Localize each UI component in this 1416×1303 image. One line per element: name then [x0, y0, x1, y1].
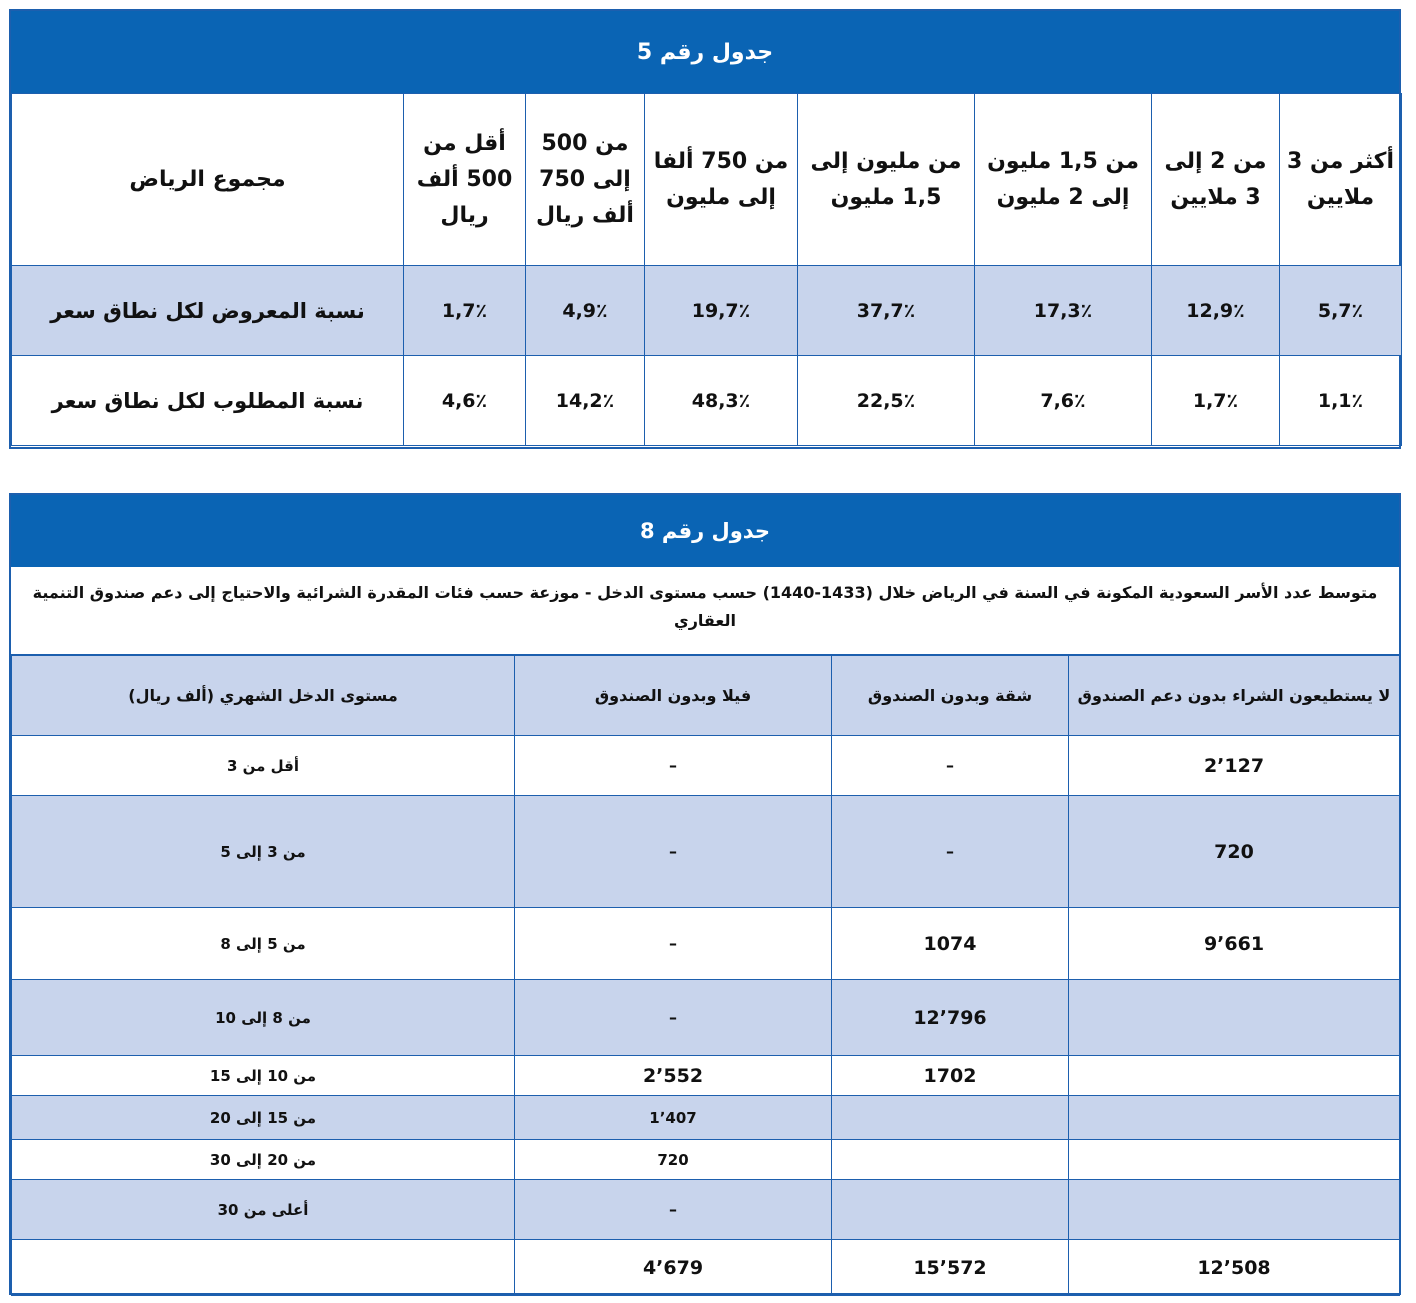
table-row: [12, 980, 1400, 1056]
table-row: [12, 1056, 1400, 1096]
table-cell: –: [832, 796, 1069, 908]
table-cell: [1069, 980, 1400, 1056]
table-8-header-row: [12, 656, 1400, 736]
table-5-title: جدول رقم 5: [11, 11, 1399, 93]
table-cell: 4,9٪: [526, 266, 645, 356]
table-cell: 1,7٪: [1152, 356, 1280, 446]
header-cell: من 500 إلى 750 ألف ريال: [526, 94, 645, 266]
table-8-grid: [11, 655, 1400, 1296]
total-cell: 12٬508: [1069, 1240, 1400, 1296]
table-cell: [1069, 1096, 1400, 1140]
table-5-header-row: [12, 94, 1402, 266]
row-label: نسبة المعروض لكل نطاق سعر: [12, 266, 404, 356]
table-cell: 5,7٪: [1280, 266, 1402, 356]
table-cell: 37,7٪: [798, 266, 975, 356]
table-cell: 2٬552: [515, 1056, 832, 1096]
header-cell: لا يستطيعون الشراء بدون دعم الصندوق: [1069, 656, 1400, 736]
row-label: من 15 إلى 20: [12, 1096, 515, 1140]
table-row: [12, 736, 1400, 796]
table-cell: [1069, 1056, 1400, 1096]
header-cell: أكثر من 3 ملايين: [1280, 94, 1402, 266]
totals-label: [12, 1240, 515, 1296]
header-cell: شقة وبدون الصندوق: [832, 656, 1069, 736]
table-cell: –: [515, 736, 832, 796]
table-cell: [1069, 1140, 1400, 1180]
table-cell: 14,2٪: [526, 356, 645, 446]
table-cell: 12,9٪: [1152, 266, 1280, 356]
header-cell: من مليون إلى 1,5 مليون: [798, 94, 975, 266]
header-cell: من 2 إلى 3 ملايين: [1152, 94, 1280, 266]
table-row: [12, 908, 1400, 980]
table-cell: 7,6٪: [975, 356, 1152, 446]
table-cell: 1,1٪: [1280, 356, 1402, 446]
table-cell: 1٬407: [515, 1096, 832, 1140]
table-cell: 1,7٪: [404, 266, 526, 356]
table-5-grid: [11, 93, 1402, 446]
table-cell: [832, 1180, 1069, 1240]
table-8-subtitle: متوسط عدد الأسر السعودية المكونة في السنة في الرياض خلال (1433-1440) حسب مستوى الدخل - موزعة حسب فئات المقدرة الشرائية والاحتياج إلى دعم صندوق التنمية العقاري: [11, 567, 1399, 655]
table-cell: 22,5٪: [798, 356, 975, 446]
header-cell: من 750 ألفا إلى مليون: [645, 94, 798, 266]
table-cell: 1702: [832, 1056, 1069, 1096]
table-cell: 17,3٪: [975, 266, 1152, 356]
row-label: من 5 إلى 8: [12, 908, 515, 980]
table-cell: [832, 1096, 1069, 1140]
row-label: من 8 إلى 10: [12, 980, 515, 1056]
table-cell: 9٬661: [1069, 908, 1400, 980]
total-cell: 15٬572: [832, 1240, 1069, 1296]
table-cell: –: [515, 796, 832, 908]
header-cell: مستوى الدخل الشهري (ألف ريال): [12, 656, 515, 736]
table-8: [9, 493, 1401, 1295]
table-cell: [1069, 1180, 1400, 1240]
table-row: [12, 356, 1402, 446]
totals-row: [12, 1240, 1400, 1296]
header-cell: مجموع الرياض: [12, 94, 404, 266]
table-row: [12, 1180, 1400, 1240]
table-cell: 720: [1069, 796, 1400, 908]
table-8-title: جدول رقم 8: [11, 495, 1399, 567]
table-cell: 48,3٪: [645, 356, 798, 446]
row-label: من 10 إلى 15: [12, 1056, 515, 1096]
total-cell: 4٬679: [515, 1240, 832, 1296]
header-cell: فيلا وبدون الصندوق: [515, 656, 832, 736]
header-cell: أقل من 500 ألف ريال: [404, 94, 526, 266]
header-cell: من 1,5 مليون إلى 2 مليون: [975, 94, 1152, 266]
table-cell: 2٬127: [1069, 736, 1400, 796]
table-cell: 19,7٪: [645, 266, 798, 356]
table-cell: 12٬796: [832, 980, 1069, 1056]
table-row: [12, 266, 1402, 356]
table-row: [12, 1096, 1400, 1140]
row-label: من 20 إلى 30: [12, 1140, 515, 1180]
row-label: أقل من 3: [12, 736, 515, 796]
row-label: أعلى من 30: [12, 1180, 515, 1240]
row-label: نسبة المطلوب لكل نطاق سعر: [12, 356, 404, 446]
table-cell: 4,6٪: [404, 356, 526, 446]
table-5: [9, 9, 1401, 449]
table-cell: –: [515, 908, 832, 980]
row-label: من 3 إلى 5: [12, 796, 515, 908]
table-cell: 1074: [832, 908, 1069, 980]
table-cell: 720: [515, 1140, 832, 1180]
table-cell: –: [515, 1180, 832, 1240]
table-cell: –: [515, 980, 832, 1056]
table-row: [12, 796, 1400, 908]
table-row: [12, 1140, 1400, 1180]
table-cell: [832, 1140, 1069, 1180]
table-cell: –: [832, 736, 1069, 796]
